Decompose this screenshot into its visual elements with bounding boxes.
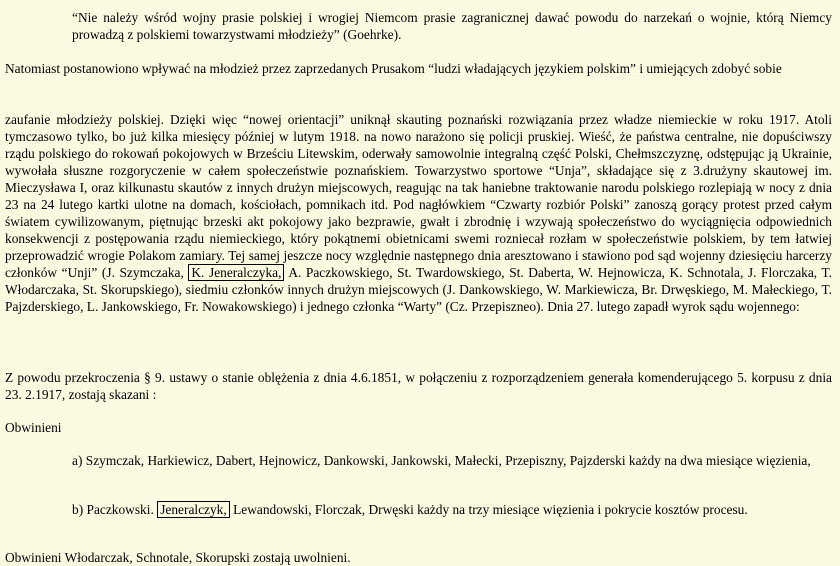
- paragraph-intro: Natomiast postanowiono wpływać na młodzież przez zaprzedanych Prusakom “ludzi władających językiem polskim” i umiejących zdobyć sobie: [5, 61, 782, 76]
- highlighted-name-jeneralczyk: K. Jeneralczyka,: [188, 264, 284, 281]
- highlighted-name-jeneralczyk-2: Jeneralczyk,: [157, 501, 230, 518]
- list-item-a: a) Szymczak, Harkiewicz, Dabert, Hejnowicz, Dankowski, Jankowski, Małecki, Przepiszny, Pajzderski każdy na dwa miesiące więzienia,: [72, 453, 811, 468]
- paragraph-main-text-after: A. Paczkowskiego, St. Twardowskiego, St. Daberta, W. Hejnowicza, K. Schnotala, J. Florczaka, T. Włodarczaka, St. Skorupskiego), siedmiu członków innych drużyn miejscowych (J. Dankowskiego, W. Markiewicza, Br. Drwęskiego, M. Małeckiego, T. Pajzderskiego, L. Jankowskiego, Fr. Nowakowskiego) i jednego członka “Warty” (Cz. Przepiszneo). Dnia 27. lutego zapadł wyrok sądu wojennego:: [5, 265, 832, 314]
- list-item-b-text-before: b) Paczkowski.: [72, 502, 154, 517]
- paragraph-released: Obwinieni Włodarczak, Schnotale, Skorupski zostają uwolnieni.: [5, 550, 351, 565]
- list-item-b-text-after: Lewandowski, Florczak, Drwęski każdy na trzy miesiące więzienia i pokrycie kosztów procesu.: [233, 502, 748, 517]
- paragraph-main: [5, 111, 832, 315]
- list-item-b: [72, 501, 832, 518]
- paragraph-main-text-before: zaufanie młodzieży polskiej. Dzięki więc “nowej orientacji” uniknął skauting poznański rozwiązania przez władze niemieckie w roku 1917. Atoli tymczasowo tylko, bo już kilka miesięcy później w lutym 1918. na nowo narażono się policji pruskiej. Wieść, że państwa centralne, nie dopuściwszy rządu polskiego do rokowań pokojowych w Brześciu Litewskim, oderwały samowolnie integralną część Polski, Chełmszczyznę, odstępując ją Ukrainie, wywołała słuszne rozgoryczenie w całem społeczeństwie poznańskiem. Towarzystwo sportowe “Unja”, składające się z 3.drużyny skautowej im. Mieczysława I, oraz kilkunastu skautów z innych drużyn miejscowych, reagując na tak haniebne traktowanie narodu polskiego rozlepiają w nocy z dnia 23 na 24 lutego kartki ulotne na domach, kościołach, pomnikach itd. Pod nagłówkiem “Czwarty rozbiór Polski” zanoszą gorący protest przed całym światem cywilizowanym, piętnując brzeski akt pokojowy jako bezprawie, gwałt i zbrodnię i wzywają społeczeństwo do wyciągnięcia odpowiednich konsekwencji z postępowania rządu niemieckiego, który pokątnemi obietnicami swemi rozniecał rozłam w społeczeństwie polskiem, by tem łatwiej przeprowadzić wrogie Polakom zamiary. Tej samej jeszcze nocy względnie następnego dnia aresztowano i stawiono pod sąd wojenny dziesięciu harcerzy członków “Unji” (J. Szymczaka,: [5, 112, 832, 280]
- paragraph-verdict: Z powodu przekroczenia § 9. ustawy o stanie oblężenia z dnia 4.6.1851, w połączeniu z rozporządzeniem generała komenderującego 5. korpusu z dnia 23. 2.1917, zostają skazani :: [5, 370, 832, 402]
- quote-paragraph: “Nie należy wśród wojny prasie polskiej i wrogiej Niemcom prasie zagranicznej dawać powodu do narzekań o wojnie, którą Niemcy prowadzą z polskiemi towarzystwami młodzieży” (Goehrke).: [72, 10, 832, 42]
- paragraph-accused-heading: Obwinieni: [5, 420, 62, 435]
